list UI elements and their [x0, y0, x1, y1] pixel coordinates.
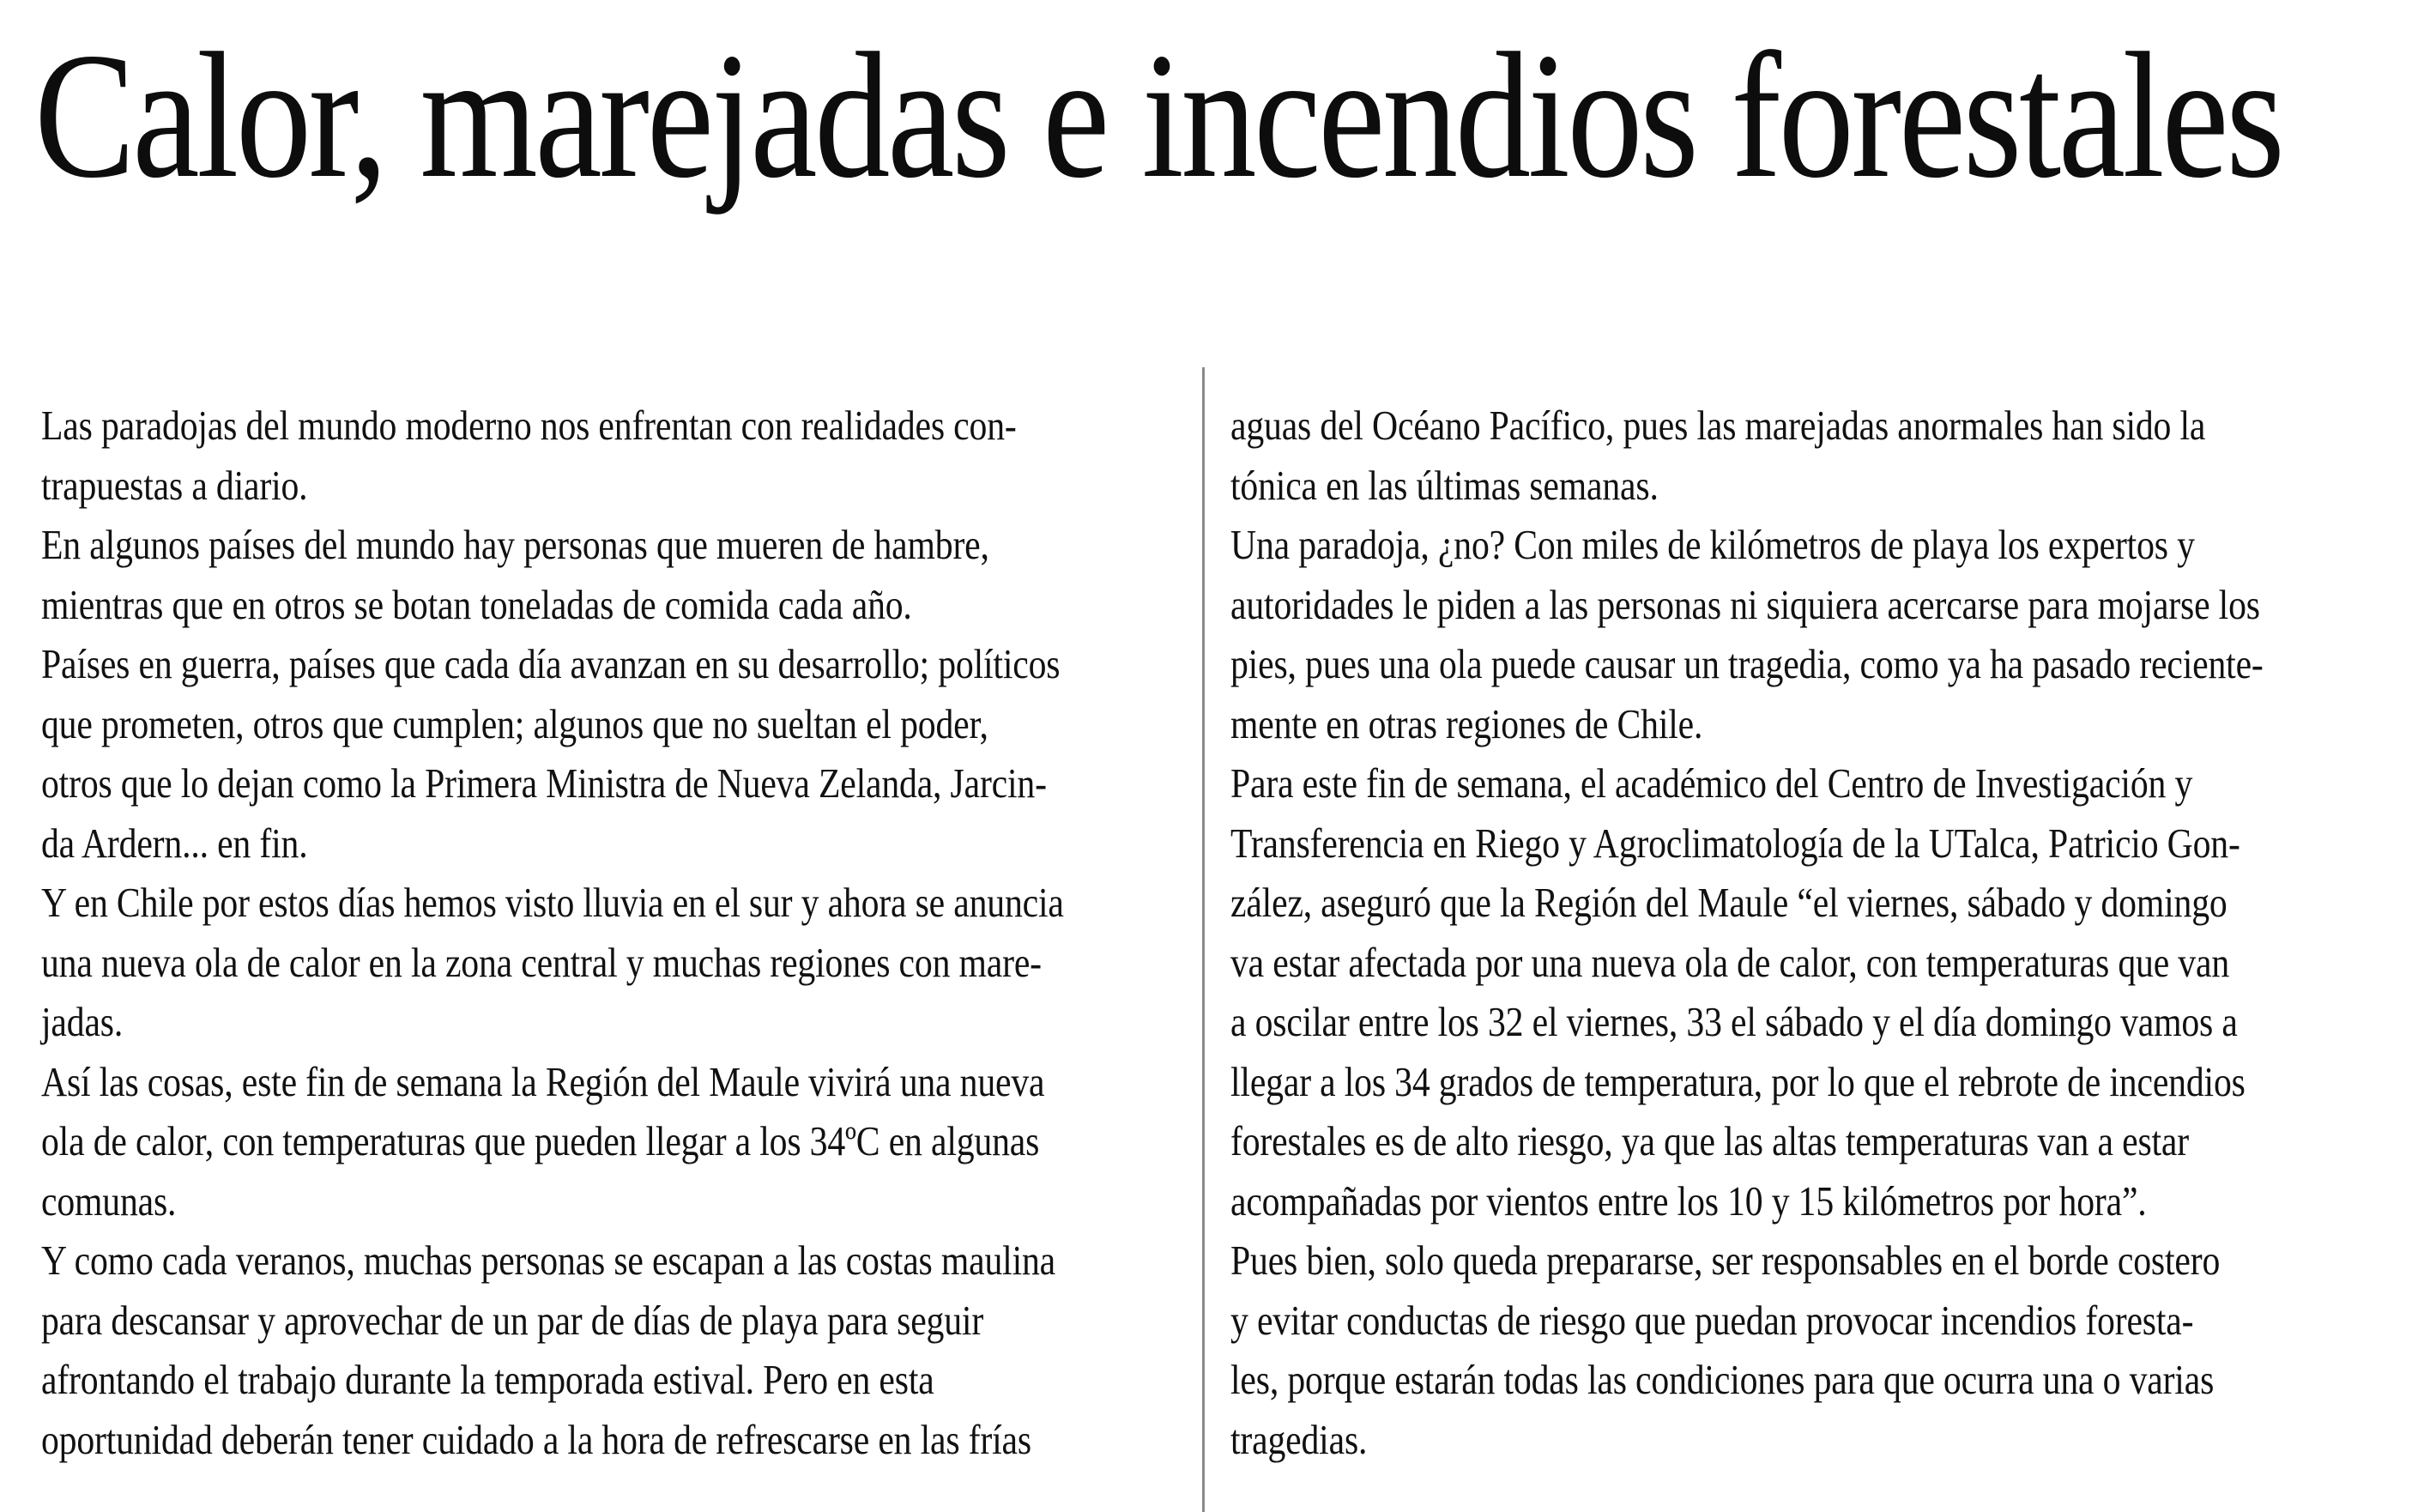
text-line: va estar afectada por una nueva ola de calor, con temperaturas que van — [1230, 940, 2230, 986]
text-line: tragedias. — [1230, 1417, 1368, 1463]
text-line: y evitar conductas de riesgo que puedan provocar incendios foresta- — [1230, 1297, 2194, 1344]
text-line: aguas del Océano Pacífico, pues las marejadas anormales han sido la — [1230, 403, 2206, 449]
text-line: Una paradoja, ¿no? Con miles de kilómetros de playa los expertos y — [1230, 523, 2195, 568]
text-line: les, porque estarán todas las condiciones para que ocurra una o varias — [1230, 1358, 2215, 1403]
text-line: Así las cosas, este fin de semana la Región del Maule vivirá una nueva — [41, 1059, 1045, 1105]
headline: Calor, marejadas e incendios forestales — [34, 16, 2282, 215]
text-line: trapuestas a diario. — [41, 463, 308, 509]
text-line: autoridades le piden a las personas ni siquiera acercarse para mojarse los — [1230, 582, 2260, 628]
article-column-left — [41, 396, 1148, 1470]
text-line: acompañadas por vientos entre los 10 y 15 kilómetros por hora”. — [1230, 1178, 2147, 1225]
text-line: da Ardern... en fin. — [41, 820, 308, 867]
text-line: a oscilar entre los 32 el viernes, 33 el sábado y el día domingo vamos a — [1230, 1000, 2238, 1045]
text-line: comunas. — [41, 1178, 177, 1225]
text-line: Pues bien, solo queda prepararse, ser responsables en el borde costero — [1230, 1238, 2221, 1284]
text-line: llegar a los 34 grados de temperatura, por lo que el rebrote de incendios — [1230, 1059, 2246, 1105]
text-line: para descansar y aprovechar de un par de días de playa para seguir — [41, 1297, 984, 1344]
text-line: afrontando el trabajo durante la temporada estival. Pero en esta — [41, 1358, 934, 1403]
text-line: En algunos países del mundo hay personas que mueren de hambre, — [41, 523, 989, 568]
text-line: ola de calor, con temperaturas que pueden llegar a los 34ºC en algunas — [41, 1119, 1040, 1164]
text-line: mente en otras regiones de Chile. — [1230, 701, 1703, 747]
text-line: Y en Chile por estos días hemos visto lluvia en el sur y ahora se anuncia — [41, 880, 1064, 926]
text-line: Transferencia en Riego y Agroclimatología de la UTalca, Patricio Gon- — [1230, 820, 2240, 867]
article-column-right — [1230, 396, 2363, 1470]
text-line: oportunidad deberán tener cuidado a la hora de refrescarse en las frías — [41, 1417, 1031, 1463]
text-line: jadas. — [41, 1000, 124, 1045]
text-line: otros que lo dejan como la Primera Ministra de Nueva Zelanda, Jarcin- — [41, 761, 1047, 807]
column-divider — [1202, 367, 1205, 1512]
text-line: forestales es de alto riesgo, ya que las altas temperaturas van a estar — [1230, 1119, 2189, 1164]
text-line: Las paradojas del mundo moderno nos enfrentan con realidades con- — [41, 403, 1017, 449]
text-line: zález, aseguró que la Región del Maule “el viernes, sábado y domingo — [1230, 880, 2228, 926]
text-line: mientras que en otros se botan toneladas de comida cada año. — [41, 582, 912, 628]
text-line: Para este fin de semana, el académico del Centro de Investigación y — [1230, 761, 2193, 807]
text-line: Y como cada veranos, muchas personas se escapan a las costas maulina — [41, 1238, 1056, 1284]
text-line: que prometen, otros que cumplen; algunos que no sueltan el poder, — [41, 701, 988, 747]
text-line: tónica en las últimas semanas. — [1230, 463, 1659, 509]
text-line: pies, pues una ola puede causar un tragedia, como ya ha pasado reciente- — [1230, 642, 2264, 687]
text-line: una nueva ola de calor en la zona central y muchas regiones con mare- — [41, 940, 1042, 986]
text-line: Países en guerra, países que cada día avanzan en su desarrollo; políticos — [41, 642, 1061, 687]
